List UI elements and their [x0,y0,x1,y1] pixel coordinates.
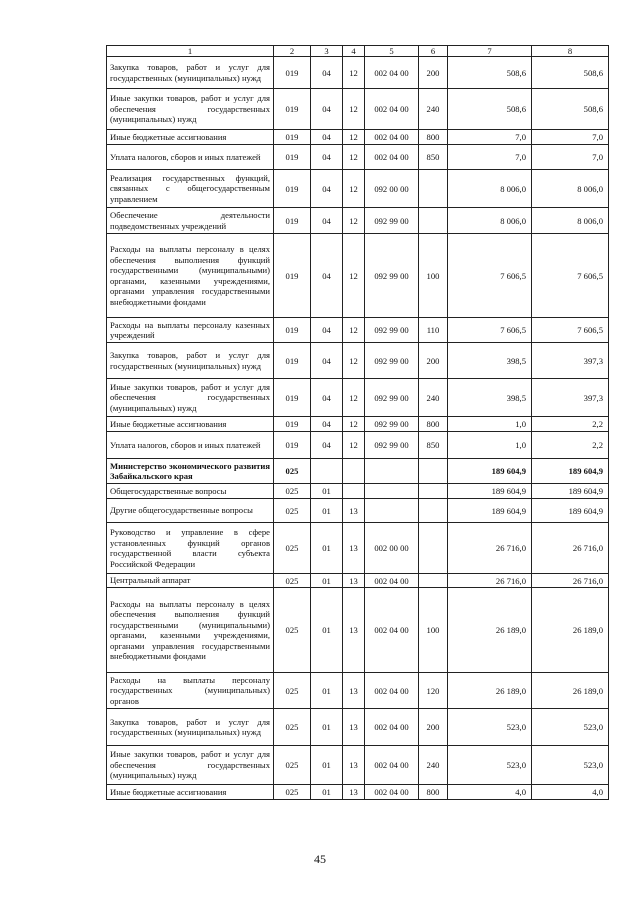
row-code-admin: 025 [274,673,311,709]
row-amount-1: 508,6 [448,89,532,130]
row-name: Иные закупки товаров, работ и услуг для обеспечения государственных (муниципальных) нужд [107,746,274,785]
row-code-expense: 100 [419,234,448,318]
row-code-target: 092 99 00 [365,234,419,318]
row-code-section: 04 [311,234,343,318]
row-code-admin: 019 [274,432,311,459]
row-code-expense: 200 [419,709,448,746]
row-name: Расходы на выплаты персоналу казенных учреждений [107,318,274,343]
row-amount-2: 523,0 [532,709,609,746]
row-code-section: 01 [311,746,343,785]
row-code-expense [419,499,448,523]
row-code-subsection: 13 [343,499,365,523]
row-amount-1: 398,5 [448,343,532,379]
row-code-expense: 240 [419,89,448,130]
table-row [107,170,609,208]
header-cell: 3 [311,46,343,57]
row-code-admin: 019 [274,343,311,379]
table-row [107,130,609,145]
row-code-expense [419,574,448,588]
header-cell: 6 [419,46,448,57]
row-code-subsection: 12 [343,89,365,130]
row-name: Закупка товаров, работ и услуг для государственных (муниципальных) нужд [107,57,274,89]
row-amount-2: 508,6 [532,57,609,89]
row-amount-2: 26 716,0 [532,523,609,574]
row-code-subsection: 12 [343,130,365,145]
row-code-subsection: 13 [343,523,365,574]
row-amount-1: 7,0 [448,130,532,145]
row-code-admin: 019 [274,379,311,417]
row-code-subsection: 13 [343,746,365,785]
row-name: Иные бюджетные ассигнования [107,785,274,800]
row-amount-1: 189 604,9 [448,499,532,523]
table-row [107,746,609,785]
table-row [107,145,609,170]
row-amount-2: 7 606,5 [532,234,609,318]
table-row [107,459,609,484]
header-cell: 8 [532,46,609,57]
row-code-subsection: 12 [343,208,365,234]
row-code-target: 002 00 00 [365,523,419,574]
row-code-subsection: 13 [343,673,365,709]
table-row [107,709,609,746]
row-name: Расходы на выплаты персоналу в целях обеспечения выполнения функций государственными (муниципальными) органами, казенными учреждениями, органами управления государственными внебюджетными фондами [107,234,274,318]
row-name: Реализация государственных функций, связанных с общегосударственным управлением [107,170,274,208]
header-row [107,46,609,57]
row-code-subsection: 12 [343,379,365,417]
row-code-admin: 025 [274,499,311,523]
header-cell: 7 [448,46,532,57]
row-amount-1: 1,0 [448,417,532,432]
row-amount-1: 26 716,0 [448,574,532,588]
row-code-target: 092 99 00 [365,432,419,459]
row-code-target: 002 04 00 [365,130,419,145]
row-code-expense [419,208,448,234]
row-amount-2: 397,3 [532,379,609,417]
table-row [107,57,609,89]
row-amount-2: 4,0 [532,785,609,800]
row-code-target: 092 00 00 [365,170,419,208]
row-code-expense: 200 [419,343,448,379]
row-code-subsection: 13 [343,709,365,746]
row-code-section [311,459,343,484]
row-code-target: 092 99 00 [365,343,419,379]
row-code-subsection: 13 [343,588,365,673]
row-code-admin: 025 [274,588,311,673]
row-amount-2: 189 604,9 [532,499,609,523]
row-amount-1: 4,0 [448,785,532,800]
row-name: Другие общегосударственные вопросы [107,499,274,523]
table-row [107,432,609,459]
row-code-target [365,499,419,523]
row-amount-1: 26 189,0 [448,588,532,673]
row-amount-1: 7 606,5 [448,234,532,318]
row-code-section: 04 [311,89,343,130]
row-code-target: 092 99 00 [365,417,419,432]
row-code-expense: 850 [419,432,448,459]
row-code-section: 01 [311,588,343,673]
header-cell: 2 [274,46,311,57]
row-name: Министерство экономического развития Забайкальского края [107,459,274,484]
row-code-subsection: 12 [343,343,365,379]
row-code-target: 002 04 00 [365,588,419,673]
row-code-section: 04 [311,318,343,343]
table-row [107,785,609,800]
row-code-subsection: 12 [343,234,365,318]
row-code-admin: 019 [274,318,311,343]
row-code-admin: 025 [274,709,311,746]
row-name: Расходы на выплаты персоналу в целях обеспечения выполнения функций государственными (муниципальными) органами, казенными учреждениями, органами управления государственными внебюджетными фондами [107,588,274,673]
row-code-target: 092 99 00 [365,208,419,234]
row-code-admin: 025 [274,785,311,800]
table-row [107,89,609,130]
header-cell: 1 [107,46,274,57]
row-name: Закупка товаров, работ и услуг для государственных (муниципальных) нужд [107,343,274,379]
row-code-target: 002 04 00 [365,145,419,170]
row-code-section: 01 [311,709,343,746]
row-amount-2: 26 189,0 [532,673,609,709]
row-amount-2: 8 006,0 [532,208,609,234]
row-code-section: 04 [311,208,343,234]
row-code-subsection: 13 [343,574,365,588]
row-code-target: 002 04 00 [365,709,419,746]
row-name: Уплата налогов, сборов и иных платежей [107,432,274,459]
row-code-section: 04 [311,57,343,89]
row-code-section: 01 [311,574,343,588]
row-code-target [365,459,419,484]
table-row [107,673,609,709]
row-code-section: 04 [311,379,343,417]
row-code-expense [419,459,448,484]
row-amount-1: 26 716,0 [448,523,532,574]
row-amount-2: 8 006,0 [532,170,609,208]
table-row [107,417,609,432]
row-code-expense: 800 [419,785,448,800]
row-amount-1: 398,5 [448,379,532,417]
row-code-target: 002 04 00 [365,746,419,785]
row-code-admin: 025 [274,523,311,574]
row-name: Расходы на выплаты персоналу государственных (муниципальных) органов [107,673,274,709]
row-amount-1: 508,6 [448,57,532,89]
row-code-subsection: 12 [343,57,365,89]
row-code-expense: 240 [419,379,448,417]
table-row [107,318,609,343]
row-amount-2: 523,0 [532,746,609,785]
row-name: Общегосударственные вопросы [107,484,274,499]
row-name: Центральный аппарат [107,574,274,588]
row-code-target: 002 04 00 [365,574,419,588]
row-code-subsection: 13 [343,785,365,800]
row-code-subsection: 12 [343,318,365,343]
table-row [107,588,609,673]
row-code-admin: 019 [274,170,311,208]
row-code-admin: 025 [274,484,311,499]
table-row [107,343,609,379]
row-code-subsection [343,459,365,484]
row-amount-2: 26 716,0 [532,574,609,588]
row-code-target: 002 04 00 [365,57,419,89]
row-code-expense: 100 [419,588,448,673]
row-code-subsection [343,484,365,499]
table-row [107,523,609,574]
table-row [107,234,609,318]
header-cell: 4 [343,46,365,57]
row-code-admin: 025 [274,746,311,785]
row-amount-2: 508,6 [532,89,609,130]
row-code-expense: 800 [419,417,448,432]
row-amount-1: 8 006,0 [448,208,532,234]
row-code-section: 01 [311,673,343,709]
row-code-subsection: 12 [343,432,365,459]
row-code-section: 04 [311,170,343,208]
row-code-admin: 019 [274,208,311,234]
row-amount-2: 7,0 [532,130,609,145]
row-code-expense: 120 [419,673,448,709]
row-code-admin: 019 [274,130,311,145]
row-code-section: 04 [311,130,343,145]
row-code-expense: 110 [419,318,448,343]
row-amount-1: 189 604,9 [448,484,532,499]
row-code-expense [419,523,448,574]
row-name: Руководство и управление в сфере установленных функций органов государственной власти субъекта Российской Федерации [107,523,274,574]
row-code-section: 01 [311,785,343,800]
table-row [107,379,609,417]
row-code-section: 04 [311,432,343,459]
row-code-subsection: 12 [343,170,365,208]
table-row [107,499,609,523]
row-code-expense: 200 [419,57,448,89]
row-code-admin: 019 [274,417,311,432]
row-amount-2: 7,0 [532,145,609,170]
row-amount-2: 397,3 [532,343,609,379]
row-code-section: 04 [311,343,343,379]
row-code-admin: 025 [274,459,311,484]
row-code-section: 01 [311,499,343,523]
row-amount-1: 523,0 [448,709,532,746]
row-code-section: 01 [311,484,343,499]
row-code-target: 002 04 00 [365,673,419,709]
row-code-target [365,484,419,499]
row-code-subsection: 12 [343,145,365,170]
row-code-admin: 019 [274,57,311,89]
row-code-expense: 800 [419,130,448,145]
row-amount-1: 189 604,9 [448,459,532,484]
row-code-expense [419,484,448,499]
row-name: Уплата налогов, сборов и иных платежей [107,145,274,170]
row-amount-1: 523,0 [448,746,532,785]
row-code-expense: 850 [419,145,448,170]
row-code-target: 002 04 00 [365,89,419,130]
row-name: Иные закупки товаров, работ и услуг для обеспечения государственных (муниципальных) нужд [107,89,274,130]
table-row [107,574,609,588]
row-code-section: 04 [311,417,343,432]
budget-table [106,45,609,800]
header-cell: 5 [365,46,419,57]
table-row [107,484,609,499]
row-amount-2: 26 189,0 [532,588,609,673]
row-code-admin: 019 [274,234,311,318]
row-amount-2: 189 604,9 [532,459,609,484]
row-name: Закупка товаров, работ и услуг для государственных (муниципальных) нужд [107,709,274,746]
row-code-target: 092 99 00 [365,379,419,417]
row-amount-1: 7 606,5 [448,318,532,343]
row-amount-2: 2,2 [532,417,609,432]
row-amount-2: 189 604,9 [532,484,609,499]
row-code-section: 04 [311,145,343,170]
row-amount-1: 26 189,0 [448,673,532,709]
row-code-admin: 025 [274,574,311,588]
row-amount-2: 7 606,5 [532,318,609,343]
row-name: Иные закупки товаров, работ и услуг для обеспечения государственных (муниципальных) нужд [107,379,274,417]
row-code-target: 092 99 00 [365,318,419,343]
row-amount-1: 1,0 [448,432,532,459]
row-amount-2: 2,2 [532,432,609,459]
row-code-expense [419,170,448,208]
row-code-admin: 019 [274,145,311,170]
table-row [107,208,609,234]
row-code-admin: 019 [274,89,311,130]
row-amount-1: 7,0 [448,145,532,170]
row-name: Обеспечение деятельности подведомственных учреждений [107,208,274,234]
row-code-section: 01 [311,523,343,574]
row-code-subsection: 12 [343,417,365,432]
row-code-expense: 240 [419,746,448,785]
row-code-target: 002 04 00 [365,785,419,800]
row-name: Иные бюджетные ассигнования [107,130,274,145]
row-name: Иные бюджетные ассигнования [107,417,274,432]
row-amount-1: 8 006,0 [448,170,532,208]
page-number: 45 [314,852,326,866]
